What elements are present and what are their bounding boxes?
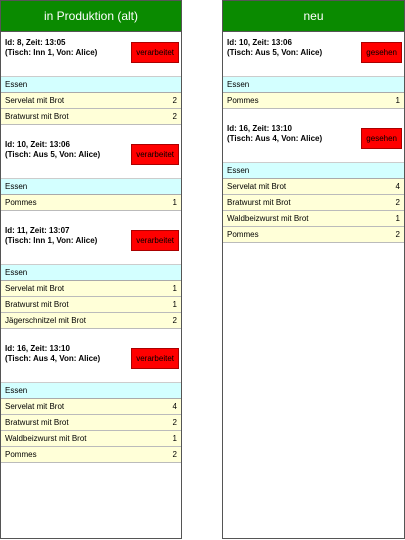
order-card <box>223 118 404 252</box>
order-item-row <box>1 297 181 313</box>
order-item-row <box>223 227 404 243</box>
item-name: Waldbeizwurst mit Brot <box>227 214 309 223</box>
order-header <box>1 32 181 77</box>
order-card <box>1 32 181 134</box>
column-new <box>222 0 405 539</box>
order-id-time: Id: 10, Zeit: 13:06 <box>227 38 292 47</box>
order-header <box>223 32 404 77</box>
section-label: Essen <box>1 77 181 93</box>
item-name: Bratwurst mit Brot <box>5 418 69 427</box>
item-name: Bratwurst mit Brot <box>5 112 69 121</box>
order-item-row <box>223 211 404 227</box>
order-spacer <box>1 211 181 220</box>
order-header <box>223 118 404 163</box>
item-quantity: 1 <box>172 434 177 443</box>
item-quantity: 1 <box>395 214 400 223</box>
order-list <box>1 32 181 472</box>
order-spacer <box>223 243 404 252</box>
order-header <box>1 134 181 179</box>
order-status-button[interactable]: gesehen <box>361 128 402 149</box>
section-label: Essen <box>223 163 404 179</box>
order-table-waiter: (Tisch: Inn 1, Von: Alice) <box>5 48 98 57</box>
order-item-row <box>1 313 181 329</box>
column-header: in Produktion (alt) <box>1 1 181 32</box>
item-name: Bratwurst mit Brot <box>5 300 69 309</box>
order-spacer <box>1 329 181 338</box>
item-quantity: 2 <box>172 96 177 105</box>
item-quantity: 1 <box>395 96 400 105</box>
order-item-row <box>223 179 404 195</box>
item-name: Servelat mit Brot <box>5 402 65 411</box>
section-label: Essen <box>1 265 181 281</box>
order-card <box>1 338 181 472</box>
order-status-button[interactable]: verarbeitet <box>131 230 179 251</box>
order-status-button[interactable]: verarbeitet <box>131 348 179 369</box>
order-table-waiter: (Tisch: Aus 4, Von: Alice) <box>5 354 101 363</box>
item-quantity: 2 <box>395 198 400 207</box>
item-quantity: 4 <box>172 402 177 411</box>
order-table-waiter: (Tisch: Inn 1, Von: Alice) <box>5 236 98 245</box>
section-label: Essen <box>1 179 181 195</box>
column-in-production <box>0 0 182 539</box>
order-item-row <box>223 195 404 211</box>
item-name: Servelat mit Brot <box>5 284 65 293</box>
item-quantity: 2 <box>395 230 400 239</box>
order-item-row <box>1 109 181 125</box>
column-header: neu <box>223 1 404 32</box>
order-id-time: Id: 11, Zeit: 13:07 <box>5 226 70 235</box>
order-card <box>1 134 181 220</box>
section-label: Essen <box>1 383 181 399</box>
order-list <box>223 32 404 252</box>
item-name: Servelat mit Brot <box>5 96 65 105</box>
order-id-time: Id: 16, Zeit: 13:10 <box>227 124 292 133</box>
order-item-row <box>1 281 181 297</box>
order-header <box>1 338 181 383</box>
order-header <box>1 220 181 265</box>
item-name: Pommes <box>227 96 259 105</box>
order-status-button[interactable]: verarbeitet <box>131 42 179 63</box>
order-item-row <box>223 93 404 109</box>
order-item-row <box>1 93 181 109</box>
order-id-time: Id: 8, Zeit: 13:05 <box>5 38 66 47</box>
order-card <box>223 32 404 118</box>
order-spacer <box>223 109 404 118</box>
item-quantity: 2 <box>172 418 177 427</box>
order-item-row <box>1 399 181 415</box>
order-table-waiter: (Tisch: Aus 5, Von: Alice) <box>227 48 323 57</box>
item-quantity: 1 <box>172 300 177 309</box>
order-id-time: Id: 10, Zeit: 13:06 <box>5 140 70 149</box>
order-status-button[interactable]: gesehen <box>361 42 402 63</box>
order-item-row <box>1 415 181 431</box>
item-quantity: 2 <box>172 316 177 325</box>
order-status-button[interactable]: verarbeitet <box>131 144 179 165</box>
item-name: Jägerschnitzel mit Brot <box>5 316 86 325</box>
order-table-waiter: (Tisch: Aus 5, Von: Alice) <box>5 150 101 159</box>
item-name: Bratwurst mit Brot <box>227 198 291 207</box>
order-spacer <box>1 125 181 134</box>
item-name: Pommes <box>227 230 259 239</box>
item-name: Waldbeizwurst mit Brot <box>5 434 87 443</box>
order-spacer <box>1 463 181 472</box>
order-item-row <box>1 195 181 211</box>
order-table-waiter: (Tisch: Aus 4, Von: Alice) <box>227 134 323 143</box>
item-quantity: 1 <box>172 198 177 207</box>
item-quantity: 2 <box>172 112 177 121</box>
order-id-time: Id: 16, Zeit: 13:10 <box>5 344 70 353</box>
item-quantity: 2 <box>172 450 177 459</box>
order-item-row <box>1 447 181 463</box>
item-name: Pommes <box>5 198 37 207</box>
item-name: Pommes <box>5 450 37 459</box>
order-item-row <box>1 431 181 447</box>
order-card <box>1 220 181 338</box>
item-quantity: 1 <box>172 284 177 293</box>
section-label: Essen <box>223 77 404 93</box>
item-quantity: 4 <box>395 182 400 191</box>
item-name: Servelat mit Brot <box>227 182 287 191</box>
